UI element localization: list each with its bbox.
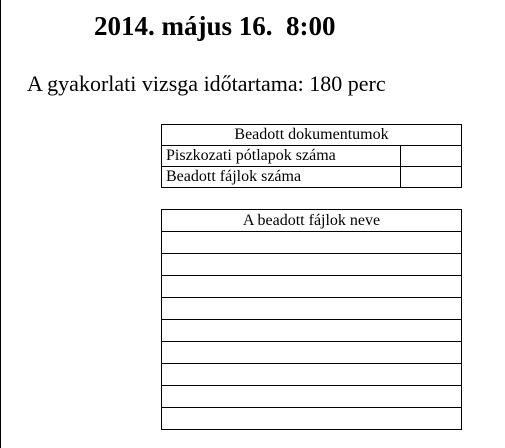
- file-name-row: [162, 254, 462, 276]
- submitted-file-names-title: A beadott fájlok neve: [162, 210, 462, 232]
- draft-sheets-row: [162, 146, 462, 167]
- submitted-documents-title: Beadott dokumentumok: [162, 125, 462, 146]
- draft-sheets-count-field[interactable]: [401, 146, 462, 167]
- submitted-file-names-table: [161, 209, 462, 430]
- exam-duration: A gyakorlati vizsga időtartama: 180 perc: [27, 71, 386, 96]
- submitted-files-count-field[interactable]: [401, 167, 462, 188]
- submitted-documents-header-row: [162, 125, 462, 146]
- file-name-field[interactable]: [162, 408, 462, 430]
- file-name-field[interactable]: [162, 342, 462, 364]
- submitted-files-count-label: Beadott fájlok száma: [162, 167, 401, 188]
- file-name-field[interactable]: [162, 276, 462, 298]
- file-name-row: [162, 408, 462, 430]
- draft-sheets-label: Piszkozati pótlapok száma: [162, 146, 401, 167]
- file-name-field[interactable]: [162, 232, 462, 254]
- file-name-row: [162, 386, 462, 408]
- file-name-field[interactable]: [162, 364, 462, 386]
- file-name-field[interactable]: [162, 320, 462, 342]
- file-name-row: [162, 342, 462, 364]
- file-name-field[interactable]: [162, 298, 462, 320]
- submitted-documents-table: [161, 124, 462, 188]
- file-name-row: [162, 298, 462, 320]
- file-name-row: [162, 364, 462, 386]
- submitted-files-count-row: [162, 167, 462, 188]
- submitted-file-names-header-row: [162, 210, 462, 232]
- file-name-field[interactable]: [162, 254, 462, 276]
- file-name-row: [162, 232, 462, 254]
- exam-date-time: 2014. május 16. 8:00: [94, 11, 336, 41]
- file-name-field[interactable]: [162, 386, 462, 408]
- file-name-row: [162, 276, 462, 298]
- file-name-row: [162, 320, 462, 342]
- page-left-border: [0, 0, 1, 448]
